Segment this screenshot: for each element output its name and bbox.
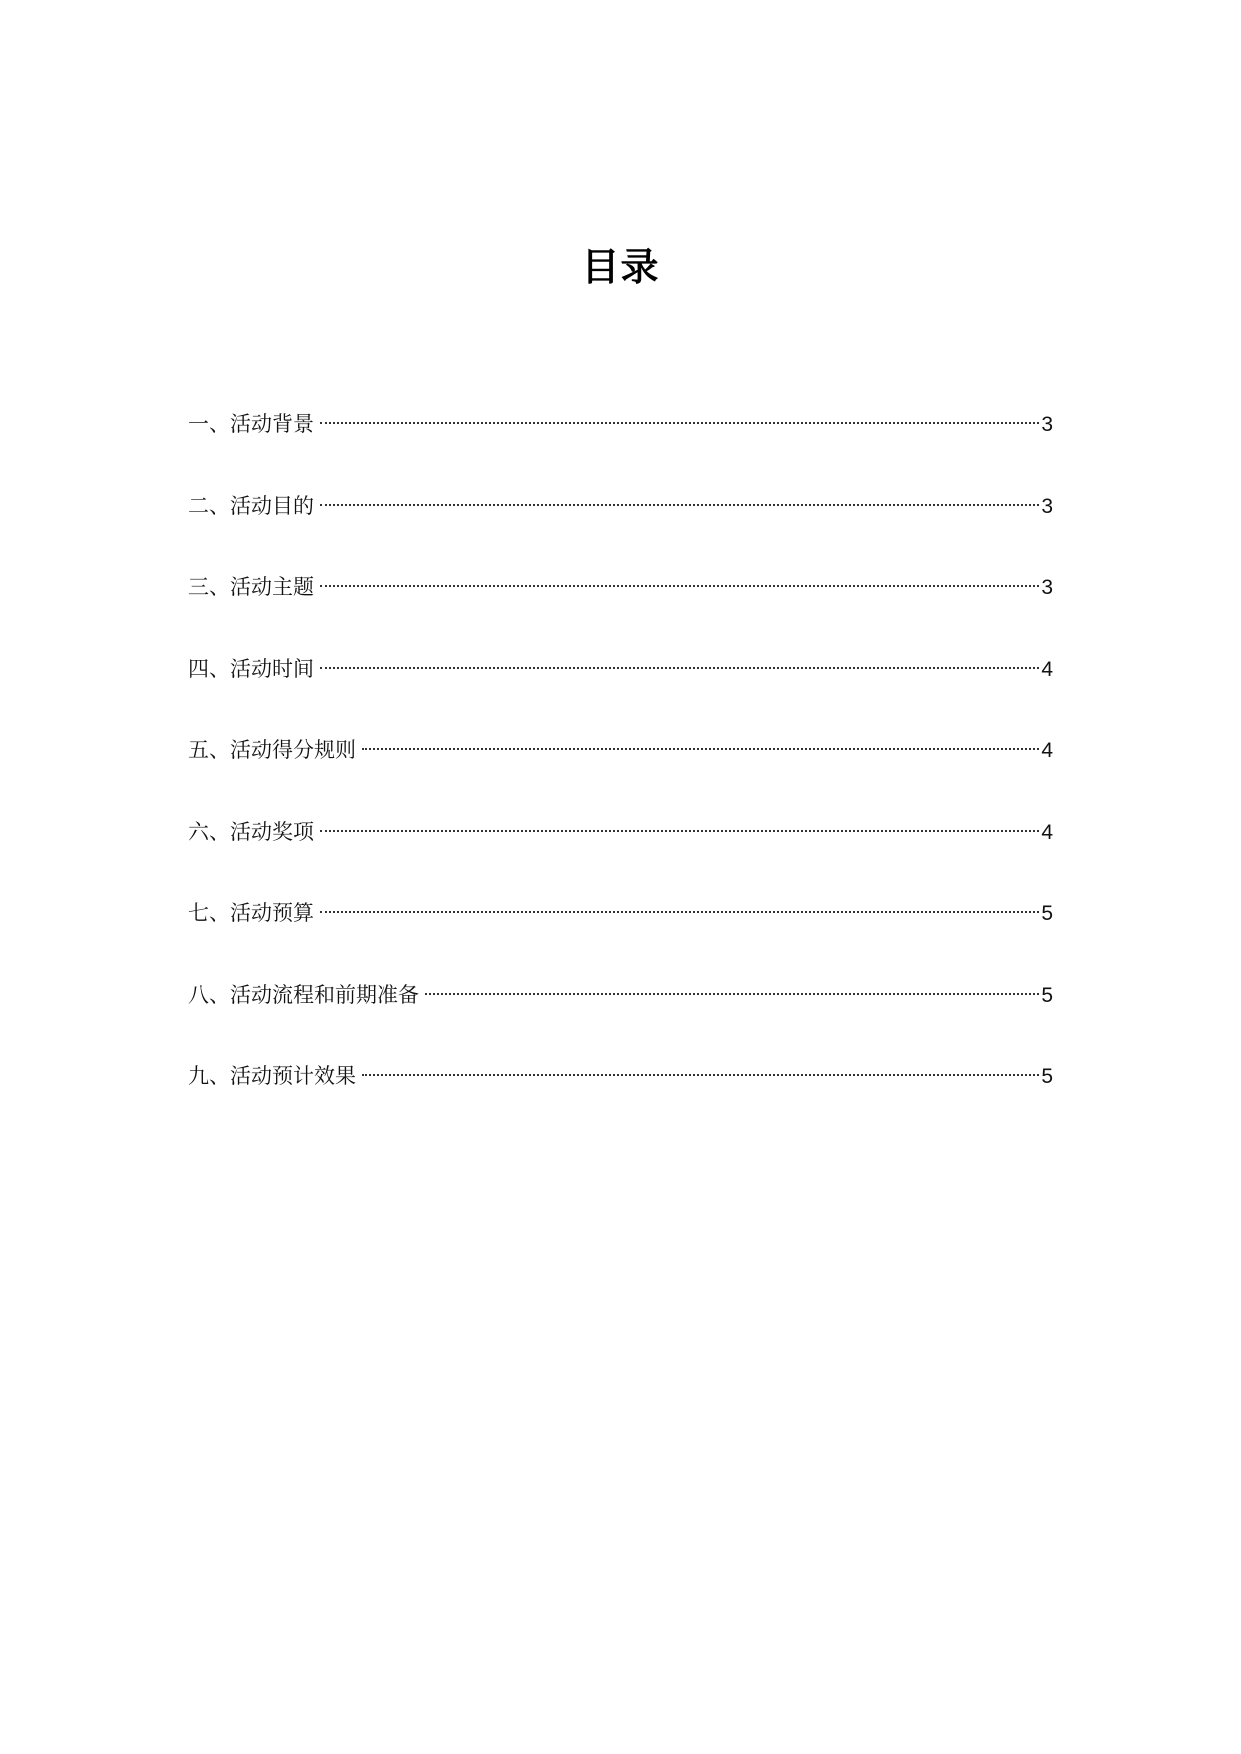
dot-leader	[425, 993, 1039, 995]
toc-entry[interactable]	[188, 649, 1053, 731]
toc-entry-page: 4	[1041, 739, 1053, 762]
toc-entry[interactable]	[188, 893, 1053, 975]
toc-entry-label: 一、活动背景	[188, 412, 314, 436]
dot-leader	[320, 830, 1039, 832]
dot-leader	[320, 911, 1039, 913]
toc-entry-page: 3	[1041, 576, 1053, 599]
toc-entry[interactable]	[188, 404, 1053, 486]
toc-entry-page: 3	[1041, 494, 1053, 518]
dot-leader	[320, 585, 1039, 587]
toc-entry[interactable]	[188, 486, 1053, 568]
toc-entry[interactable]	[188, 975, 1053, 1057]
toc-entry-label: 六、活动奖项	[188, 819, 314, 844]
toc-entry-label: 五、活动得分规则	[188, 738, 356, 762]
toc-entry-page: 5	[1041, 983, 1053, 1007]
toc-entry-label: 四、活动时间	[188, 656, 314, 681]
toc-entry-page: 4	[1041, 820, 1053, 844]
toc-entry[interactable]	[188, 812, 1053, 894]
toc-entry[interactable]	[188, 567, 1053, 649]
dot-leader	[362, 1074, 1039, 1076]
toc-list	[188, 404, 1053, 1138]
toc-entry-page: 3	[1041, 413, 1053, 436]
toc-entry-label: 二、活动目的	[188, 493, 314, 518]
toc-entry-label: 七、活动预算	[188, 901, 314, 925]
toc-entry[interactable]	[188, 1056, 1053, 1138]
dot-leader	[320, 422, 1039, 424]
toc-entry[interactable]	[188, 730, 1053, 812]
dot-leader	[362, 748, 1039, 750]
toc-entry-page: 5	[1041, 1065, 1053, 1088]
toc-entry-label: 八、活动流程和前期准备	[188, 982, 419, 1007]
toc-entry-label: 九、活动预计效果	[188, 1064, 356, 1088]
toc-title: 目录	[581, 245, 660, 289]
dot-leader	[320, 504, 1039, 506]
toc-entry-page: 5	[1041, 902, 1053, 925]
dot-leader	[320, 667, 1039, 669]
toc-entry-page: 4	[1041, 657, 1053, 681]
toc-entry-label: 三、活动主题	[188, 575, 314, 599]
